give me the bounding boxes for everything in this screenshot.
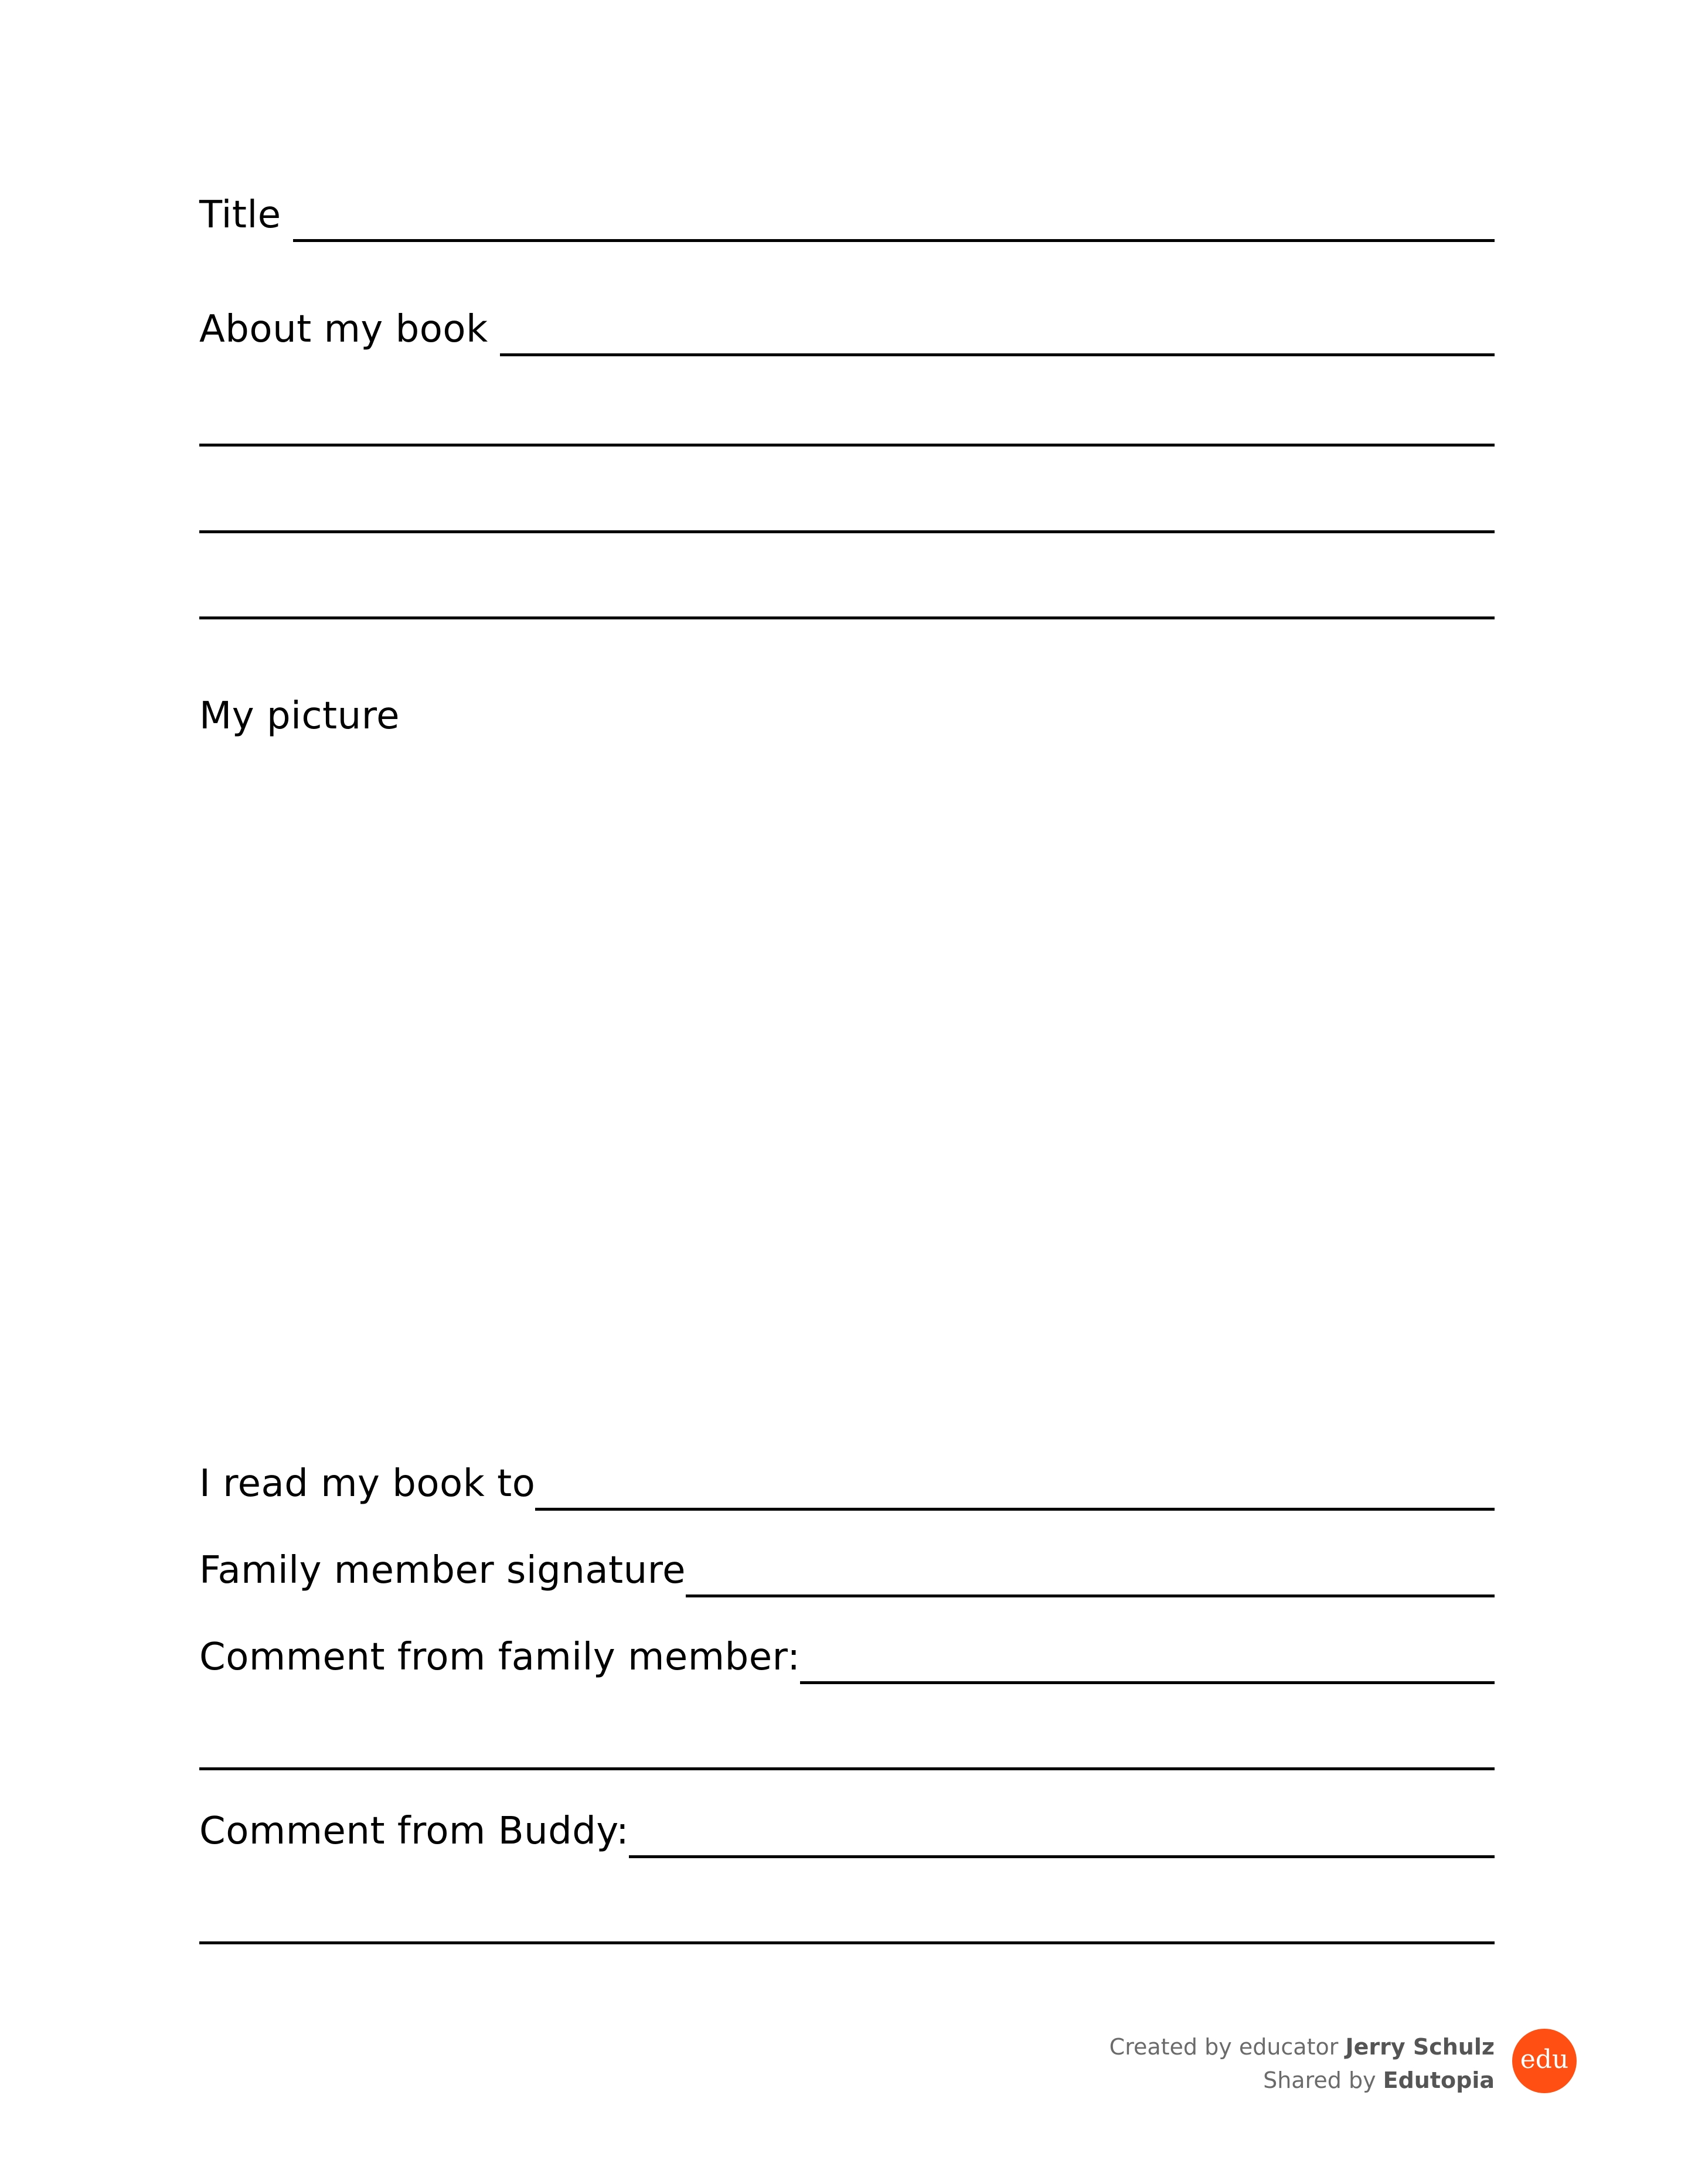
picture-drawing-area[interactable] <box>199 762 1495 1436</box>
buddy-comment-field[interactable] <box>629 1855 1495 1858</box>
about-line-3[interactable] <box>199 530 1495 533</box>
about-field[interactable] <box>500 353 1495 356</box>
read-to-field[interactable] <box>535 1508 1495 1511</box>
shared-prefix: Shared by <box>1263 2067 1383 2093</box>
title-row <box>199 193 1495 242</box>
about-row <box>199 308 1495 356</box>
family-comment-label: Comment from family member: <box>199 1636 801 1679</box>
footer-credits <box>1110 2030 1495 2097</box>
buddy-comment-label: Comment from Buddy: <box>199 1810 629 1853</box>
buddy-comment-line-2[interactable] <box>199 1941 1495 1944</box>
about-line-4[interactable] <box>199 616 1495 619</box>
family-comment-field[interactable] <box>800 1681 1495 1684</box>
shared-by-line <box>1110 2064 1495 2097</box>
signature-field[interactable] <box>686 1594 1495 1597</box>
signature-label: Family member signature <box>199 1549 686 1592</box>
family-comment-row <box>199 1638 1495 1684</box>
about-label: About my book <box>199 308 488 351</box>
buddy-comment-row <box>199 1812 1495 1858</box>
picture-label: My picture <box>199 694 400 738</box>
title-field[interactable] <box>293 239 1495 242</box>
author-name: Jerry Schulz <box>1345 2034 1495 2060</box>
title-label: Title <box>199 193 281 237</box>
logo-text: edu <box>1520 2045 1569 2074</box>
created-by-line <box>1110 2030 1495 2064</box>
edutopia-logo-icon <box>1512 2029 1577 2093</box>
read-to-row <box>199 1462 1495 1511</box>
signature-row <box>199 1549 1495 1597</box>
read-to-label: I read my book to <box>199 1462 536 1505</box>
publisher-name: Edutopia <box>1383 2067 1495 2093</box>
about-line-2[interactable] <box>199 444 1495 447</box>
created-prefix: Created by educator <box>1109 2034 1346 2060</box>
family-comment-line-2[interactable] <box>199 1767 1495 1770</box>
